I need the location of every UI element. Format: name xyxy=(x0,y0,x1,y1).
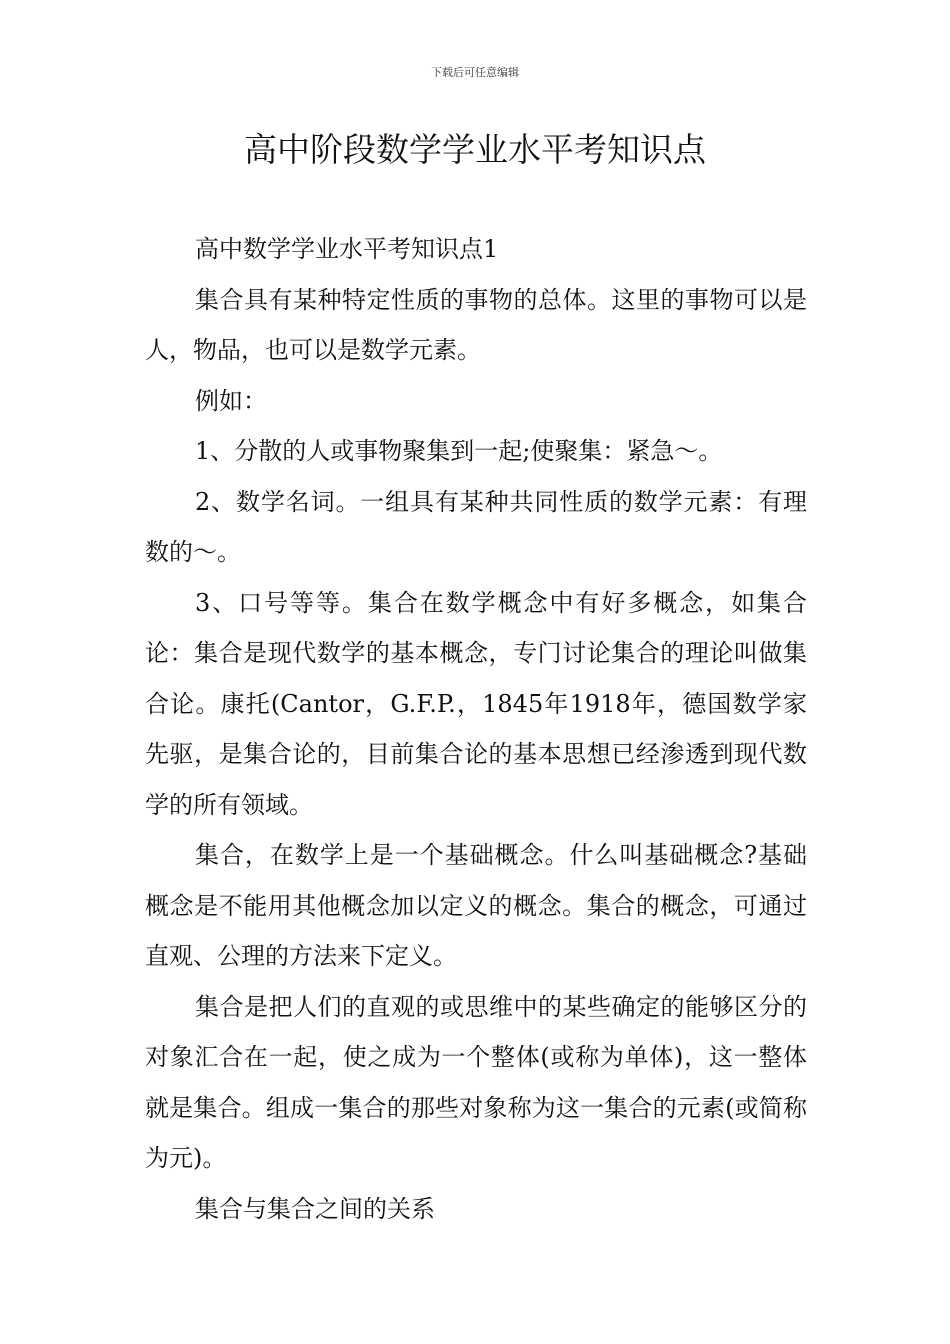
list-item: 1、分散的人或事物聚集到一起;使聚集：紧急～。 xyxy=(195,437,723,465)
section-heading: 高中数学学业水平考知识点1 xyxy=(195,235,499,263)
paragraph: 集合是把人们的直观的或思维中的某些确定的能够区分的对象汇合在一起，使之成为一个整体(或称为单体)，这一整体就是集合。组成一集合的那些对象称为这一集合的元素(或简称为元)。 xyxy=(145,992,807,1172)
list-item: 3、口号等等。集合在数学概念中有好多概念，如集合论：集合是现代数学的基本概念，专门讨论集合的理论叫做集合论。康托(Cantor，G.F.P.，1845年1918年，德国数学家先驱，是集合论的，目前集合论的基本思想已经渗透到现代数学的所有领域。 xyxy=(145,588,807,819)
paragraph: 集合具有某种特定性质的事物的总体。这里的事物可以是人，物品，也可以是数学元素。 xyxy=(145,285,807,364)
document-body xyxy=(145,224,807,1234)
header-note: 下载后可任意编辑 xyxy=(431,66,519,79)
section-heading: 集合与集合之间的关系 xyxy=(195,1194,435,1223)
paragraph: 例如： xyxy=(195,386,267,415)
list-item: 2、数学名词。一组具有某种共同性质的数学元素：有理数的～。 xyxy=(145,487,807,566)
document-title: 高中阶段数学学业水平考知识点 xyxy=(244,130,706,169)
paragraph: 集合，在数学上是一个基础概念。什么叫基础概念?基础概念是不能用其他概念加以定义的概念。集合的概念，可通过直观、公理的方法来下定义。 xyxy=(145,841,807,970)
